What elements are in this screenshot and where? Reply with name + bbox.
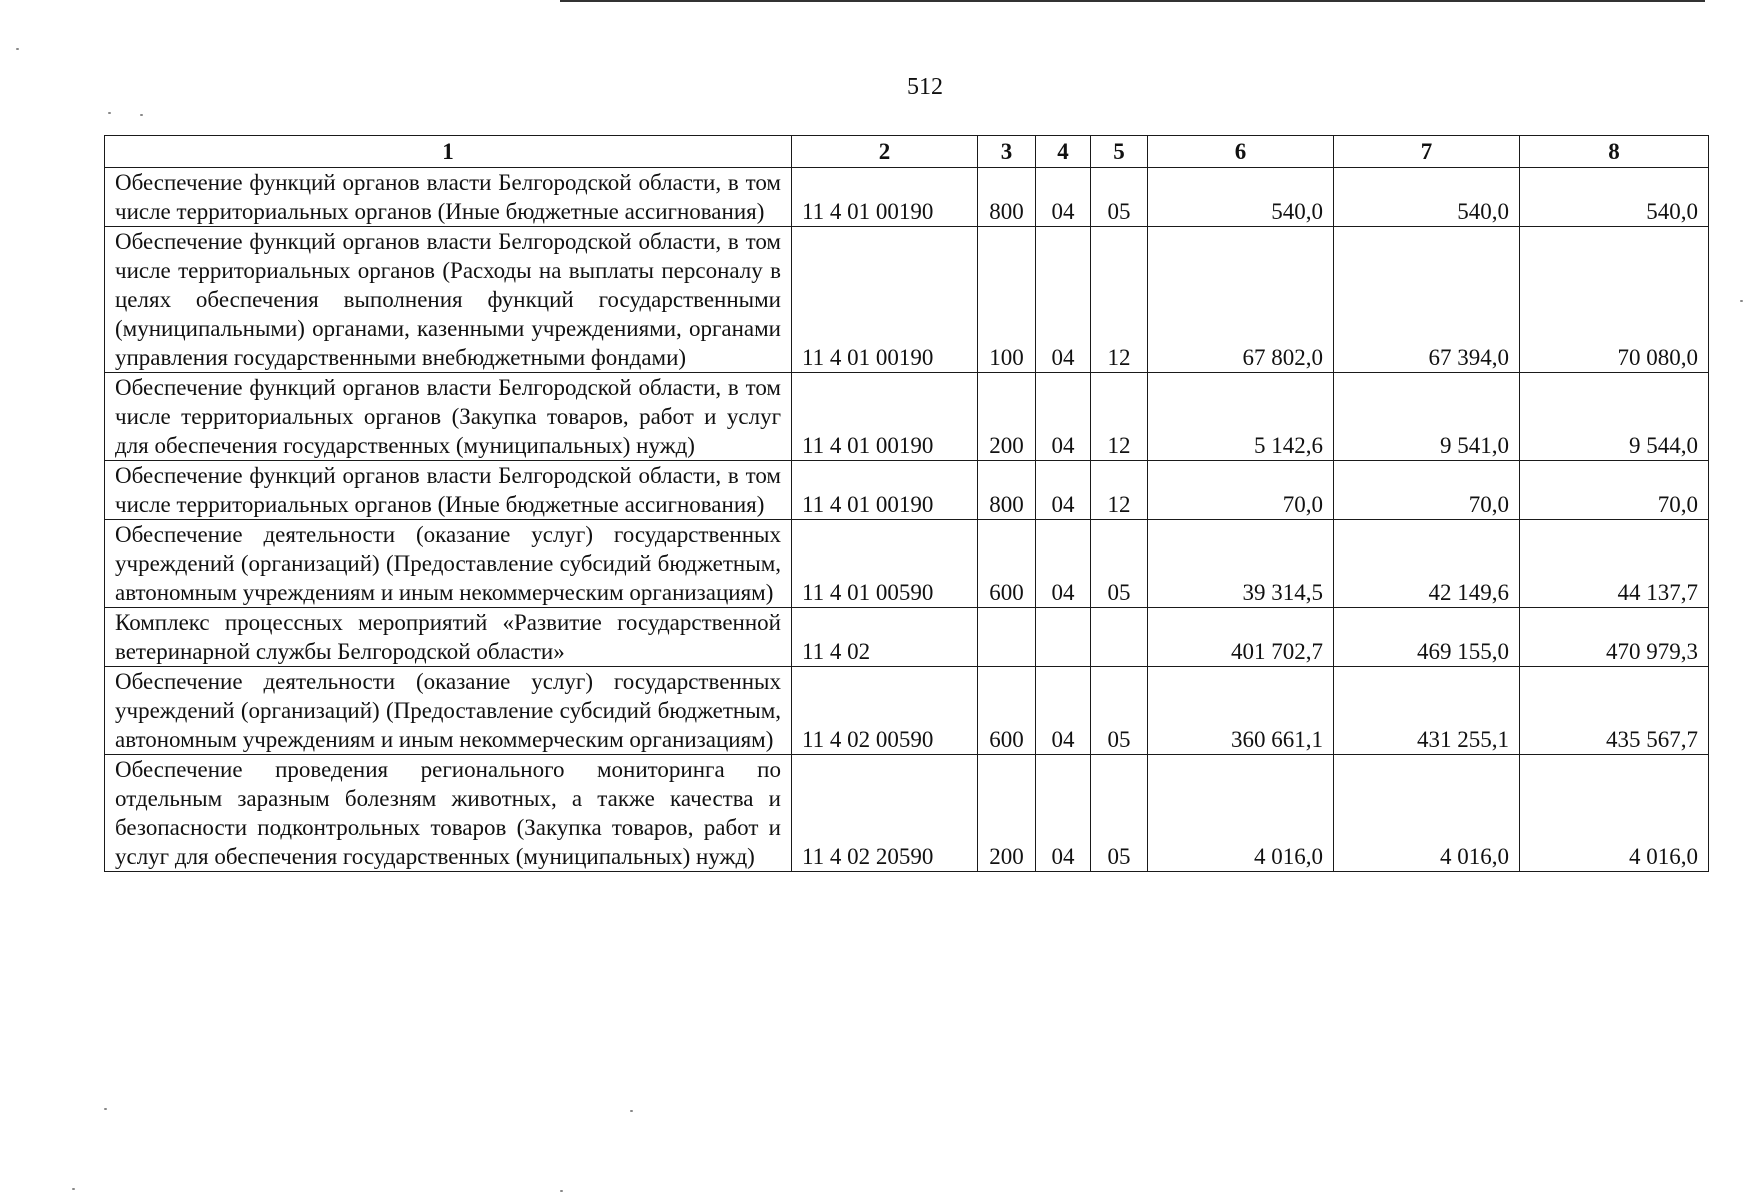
col-header-4: 4	[1036, 136, 1091, 168]
row-description: Обеспечение проведения регионального мониторинга по отдельным заразным болезням животных, а также качества и безопасности подконтрольных товаров (Закупка товаров, работ и услуг для обеспечения государственных (муниципальных) нужд)	[105, 755, 792, 872]
row-col7: 67 394,0	[1334, 227, 1520, 373]
row-col7: 9 541,0	[1334, 373, 1520, 461]
row-col6: 4 016,0	[1148, 755, 1334, 872]
row-col8: 44 137,7	[1520, 520, 1709, 608]
col-header-7: 7	[1334, 136, 1520, 168]
row-col6: 540,0	[1148, 168, 1334, 227]
col-header-2: 2	[792, 136, 978, 168]
col-header-3: 3	[978, 136, 1036, 168]
row-description: Обеспечение функций органов власти Белгородской области, в том числе территориальных органов (Закупка товаров, работ и услуг для обеспечения государственных (муниципальных) нужд)	[105, 373, 792, 461]
row-col8: 4 016,0	[1520, 755, 1709, 872]
scan-speck	[108, 112, 111, 114]
row-col4: 04	[1036, 520, 1091, 608]
col-header-5: 5	[1091, 136, 1148, 168]
row-col8: 70 080,0	[1520, 227, 1709, 373]
table-row	[105, 373, 1709, 461]
row-col5: 05	[1091, 168, 1148, 227]
row-col4	[1036, 608, 1091, 667]
row-col7: 4 016,0	[1334, 755, 1520, 872]
row-col7: 469 155,0	[1334, 608, 1520, 667]
budget-table	[104, 135, 1709, 872]
row-col6: 70,0	[1148, 461, 1334, 520]
scan-speck	[72, 1188, 75, 1190]
row-col6: 5 142,6	[1148, 373, 1334, 461]
scan-speck	[630, 1110, 633, 1112]
row-col7: 42 149,6	[1334, 520, 1520, 608]
col-header-1: 1	[105, 136, 792, 168]
row-col6: 360 661,1	[1148, 667, 1334, 755]
row-col3: 200	[978, 373, 1036, 461]
row-code: 11 4 01 00190	[792, 168, 978, 227]
row-col3: 600	[978, 520, 1036, 608]
row-description: Обеспечение функций органов власти Белгородской области, в том числе территориальных органов (Иные бюджетные ассигнования)	[105, 461, 792, 520]
table-row	[105, 168, 1709, 227]
row-col5: 12	[1091, 227, 1148, 373]
row-col3	[978, 608, 1036, 667]
row-description: Обеспечение функций органов власти Белгородской области, в том числе территориальных органов (Расходы на выплаты персоналу в целях обеспечения выполнения функций государственными (муниципальными) органами, казенными учреждениями, органами управления государственными внебюджетными фондами)	[105, 227, 792, 373]
row-description: Комплекс процессных мероприятий «Развитие государственной ветеринарной службы Белгородской области»	[105, 608, 792, 667]
row-col8: 435 567,7	[1520, 667, 1709, 755]
row-col5: 12	[1091, 373, 1148, 461]
row-col6: 401 702,7	[1148, 608, 1334, 667]
scan-speck	[16, 48, 19, 50]
row-col4: 04	[1036, 461, 1091, 520]
row-col4: 04	[1036, 373, 1091, 461]
row-code: 11 4 01 00590	[792, 520, 978, 608]
top-rule	[560, 0, 1705, 2]
row-col4: 04	[1036, 755, 1091, 872]
row-col8: 540,0	[1520, 168, 1709, 227]
row-col3: 100	[978, 227, 1036, 373]
row-col4: 04	[1036, 168, 1091, 227]
scan-speck	[560, 1190, 563, 1192]
row-description: Обеспечение деятельности (оказание услуг) государственных учреждений (организаций) (Предоставление субсидий бюджетным, автономным учреждениям и иным некоммерческим организациям)	[105, 520, 792, 608]
row-col3: 800	[978, 461, 1036, 520]
row-code: 11 4 02 20590	[792, 755, 978, 872]
row-col7: 70,0	[1334, 461, 1520, 520]
page-number-wrap	[0, 74, 1760, 101]
row-col5: 05	[1091, 667, 1148, 755]
row-description: Обеспечение деятельности (оказание услуг) государственных учреждений (организаций) (Предоставление субсидий бюджетным, автономным учреждениям и иным некоммерческим организациям)	[105, 667, 792, 755]
table-row	[105, 520, 1709, 608]
row-col7: 540,0	[1334, 168, 1520, 227]
row-code: 11 4 01 00190	[792, 227, 978, 373]
table-row	[105, 755, 1709, 872]
table-row	[105, 227, 1709, 373]
row-col8: 470 979,3	[1520, 608, 1709, 667]
row-col6: 39 314,5	[1148, 520, 1334, 608]
row-description: Обеспечение функций органов власти Белгородской области, в том числе территориальных органов (Иные бюджетные ассигнования)	[105, 168, 792, 227]
row-col5	[1091, 608, 1148, 667]
table-row	[105, 608, 1709, 667]
table-row	[105, 667, 1709, 755]
row-col8: 70,0	[1520, 461, 1709, 520]
col-header-8: 8	[1520, 136, 1709, 168]
row-col8: 9 544,0	[1520, 373, 1709, 461]
row-code: 11 4 02	[792, 608, 978, 667]
table-row	[105, 461, 1709, 520]
header-row	[105, 136, 1709, 168]
row-col4: 04	[1036, 227, 1091, 373]
page-number: 512	[907, 74, 943, 100]
row-col3: 600	[978, 667, 1036, 755]
row-code: 11 4 01 00190	[792, 373, 978, 461]
row-col3: 800	[978, 168, 1036, 227]
row-col7: 431 255,1	[1334, 667, 1520, 755]
row-col6: 67 802,0	[1148, 227, 1334, 373]
col-header-6: 6	[1148, 136, 1334, 168]
row-col5: 12	[1091, 461, 1148, 520]
row-col5: 05	[1091, 755, 1148, 872]
scan-speck	[140, 114, 143, 116]
row-col3: 200	[978, 755, 1036, 872]
row-col5: 05	[1091, 520, 1148, 608]
scan-speck	[1740, 300, 1743, 302]
row-code: 11 4 02 00590	[792, 667, 978, 755]
row-col4: 04	[1036, 667, 1091, 755]
row-code: 11 4 01 00190	[792, 461, 978, 520]
scan-speck	[104, 1108, 107, 1110]
